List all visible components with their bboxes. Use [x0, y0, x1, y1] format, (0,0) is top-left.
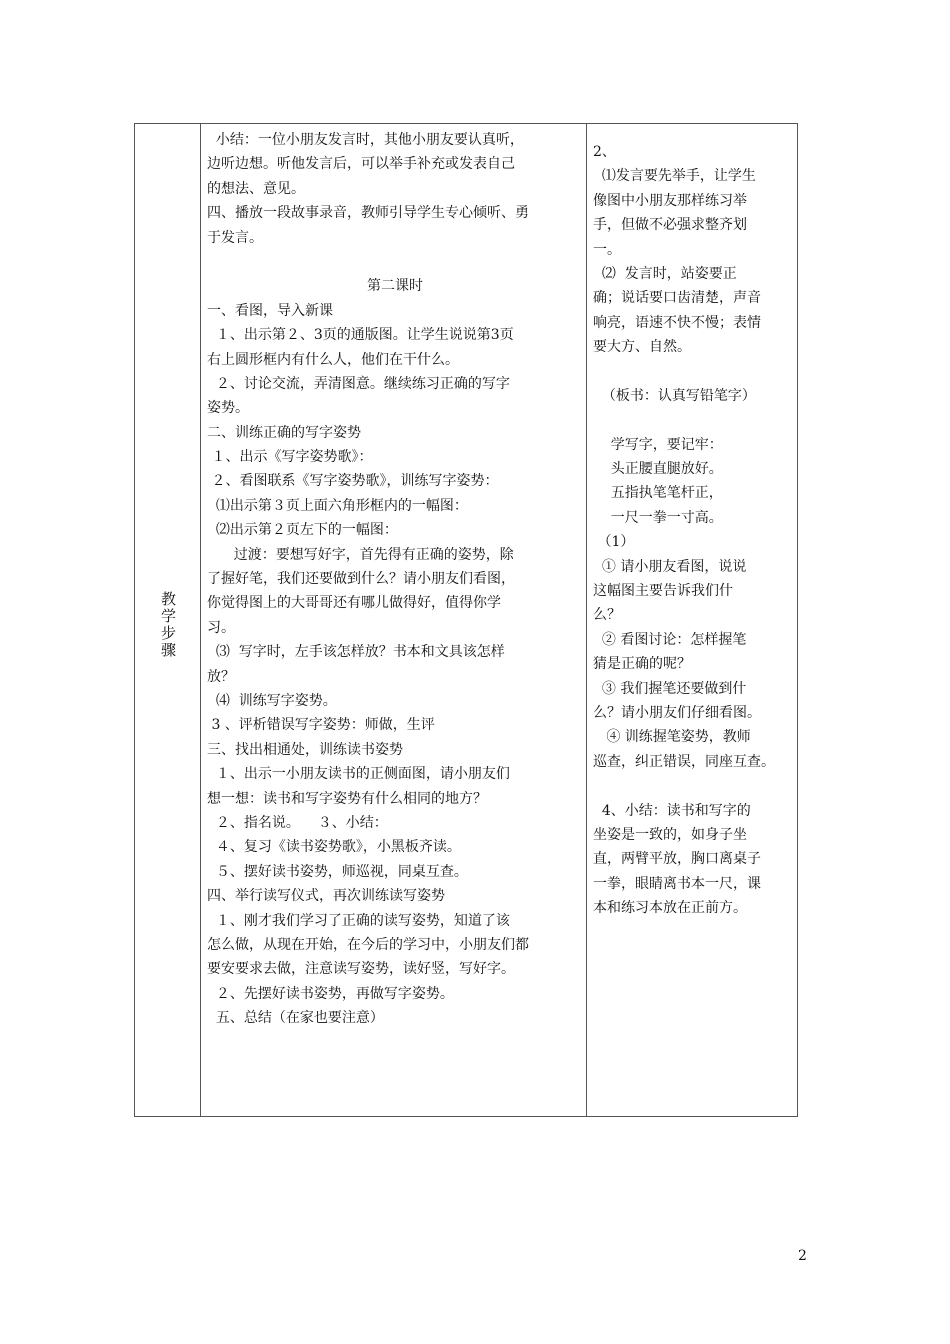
lesson-plan-table	[134, 123, 798, 1117]
step-line: ⑷ 训练写字姿势。	[207, 692, 337, 709]
note-line: 巡查，纠正错误，同座互查。	[593, 753, 775, 770]
note-line: 五指执笔笔杆正，	[593, 485, 723, 502]
step-line: ⑵出示第２页左下的一幅图：	[207, 522, 398, 539]
note-line: 2、	[593, 144, 616, 160]
note-line: （1）	[593, 534, 635, 551]
step-line: 想一想：读书和写字姿势有什么相同的地方？	[207, 790, 487, 807]
note-line: （板书：认真写铅笔字）	[593, 387, 756, 404]
note-line	[593, 774, 793, 798]
step-line: １、刚才我们学习了正确的读写姿势，知道了该	[207, 912, 510, 929]
note-line: 4、小结：读书和写字的	[593, 802, 751, 819]
note-line: 确；说话要口齿清楚，声音	[593, 290, 761, 307]
note-line: 像图中小朋友那样练习举	[593, 192, 747, 209]
step-line: ５、摆好读书姿势，师巡视，同桌互查。	[207, 863, 468, 880]
note-line: 么？请小朋友们仔细看图。	[593, 704, 761, 721]
step-line: 姿势。	[207, 400, 249, 417]
step-line: 四、播放一段故事录音，教师引导学生专心倾听、勇	[207, 205, 529, 222]
step-line: 于发言。	[207, 229, 263, 246]
note-line: 直，两臂平放，胸口离桌子	[593, 851, 761, 868]
step-line: ２、讨论交流，弄清图意。继续练习正确的写字	[207, 375, 510, 392]
step-line: 怎么做，从现在开始，在今后的学习中，小朋友们都	[207, 936, 529, 953]
step-line: 的想法、意见。	[207, 180, 305, 197]
note-line: 头正腰直腿放好。	[593, 461, 723, 478]
note-line: ② 看图讨论：怎样握笔	[593, 631, 747, 648]
note-line: 本和练习本放在正前方。	[593, 900, 747, 917]
step-line: 三、找出相通处，训练读书姿势	[207, 741, 403, 758]
note-line: 么？	[593, 607, 621, 624]
note-line: 一。	[593, 241, 621, 258]
row-label-cell	[135, 124, 200, 1116]
step-line: 习。	[207, 619, 235, 636]
column-divider	[200, 124, 201, 1116]
note-line: 坐姿是一致的，如身子坐	[593, 826, 747, 843]
step-line: 你觉得图上的大哥哥还有哪儿做得好，值得你学	[207, 595, 501, 612]
row-label: 教学步骤	[159, 591, 177, 659]
step-line: ⑴出示第３页上面六角形框内的一幅图：	[207, 497, 468, 514]
step-line: １、出示第２、3页的通版图。让学生说说第3页	[207, 327, 514, 344]
note-line: 手，但做不必强求整齐划	[593, 217, 747, 234]
note-line	[593, 408, 793, 432]
note-line	[593, 360, 793, 384]
column-divider	[586, 124, 587, 1116]
step-line: 右上圆形框内有什么人，他们在干什么。	[207, 351, 459, 368]
step-line	[207, 250, 583, 274]
note-line: ③ 我们握笔还要做到什	[593, 680, 747, 697]
step-line: 小结：一位小朋友发言时，其他小朋友要认真听，	[207, 132, 524, 148]
step-line: ⑶ 写字时，左手该怎样放？书本和文具该怎样	[207, 644, 505, 661]
note-line: 学写字，要记牢：	[593, 436, 723, 453]
step-line: ４、复习《读书姿势歌》，小黑板齐读。	[207, 839, 461, 856]
step-line: 二、训练正确的写字姿势	[207, 424, 361, 441]
note-line: ⑵ 发言时，站姿要正	[593, 265, 737, 282]
notes-column	[593, 140, 793, 921]
step-line: 五、总结（在家也要注意）	[207, 1010, 384, 1027]
note-line: ⑴发言要先举手，让学生	[593, 168, 756, 185]
step-line: ２、先摆好读书姿势，再做写字姿势。	[207, 985, 454, 1002]
note-line: ① 请小朋友看图，说说	[593, 558, 747, 575]
step-line: 3 、评析错误写字姿势：师做，生评	[207, 717, 435, 734]
note-line: 这幅图主要告诉我们什	[593, 583, 733, 600]
step-line: 过渡：要想写好字，首先得有正确的姿势，除	[207, 546, 514, 563]
step-line: 第二课时	[367, 278, 423, 295]
step-line: 一、看图，导入新课	[207, 302, 333, 319]
note-line: 要大方、自然。	[593, 339, 691, 356]
step-line: 要安要求去做，注意读写姿势，读好竖，写好字。	[207, 961, 515, 978]
note-line: 响亮，语速不快不慢；表情	[593, 314, 761, 331]
step-line: １、出示一小朋友读书的正侧面图，请小朋友们	[207, 766, 510, 783]
step-line: 边听边想。听他发言后，可以举手补充或发表自己	[207, 156, 515, 173]
step-line: １、出示《写字姿势歌》：	[207, 449, 373, 466]
step-line: ２、看图联系《写字姿势歌》，训练写字姿势：	[207, 473, 499, 490]
step-line: 放？	[207, 668, 235, 685]
step-line: ２、指名说。 ３、小结：	[207, 814, 388, 831]
page-number: 2	[798, 1248, 807, 1264]
note-line: ④ 训练握笔姿势，教师	[593, 729, 751, 746]
teaching-steps-column	[207, 128, 583, 1030]
step-line: 四、举行读写仪式，再次训练读写姿势	[207, 888, 445, 905]
step-line: 了握好笔，我们还要做到什么？请小朋友们看图，	[207, 571, 515, 588]
note-line: 一拳，眼睛离书本一尺，课	[593, 875, 761, 892]
note-line: 猜是正确的呢？	[593, 656, 691, 673]
note-line: 一尺一拳一寸高。	[593, 509, 723, 526]
